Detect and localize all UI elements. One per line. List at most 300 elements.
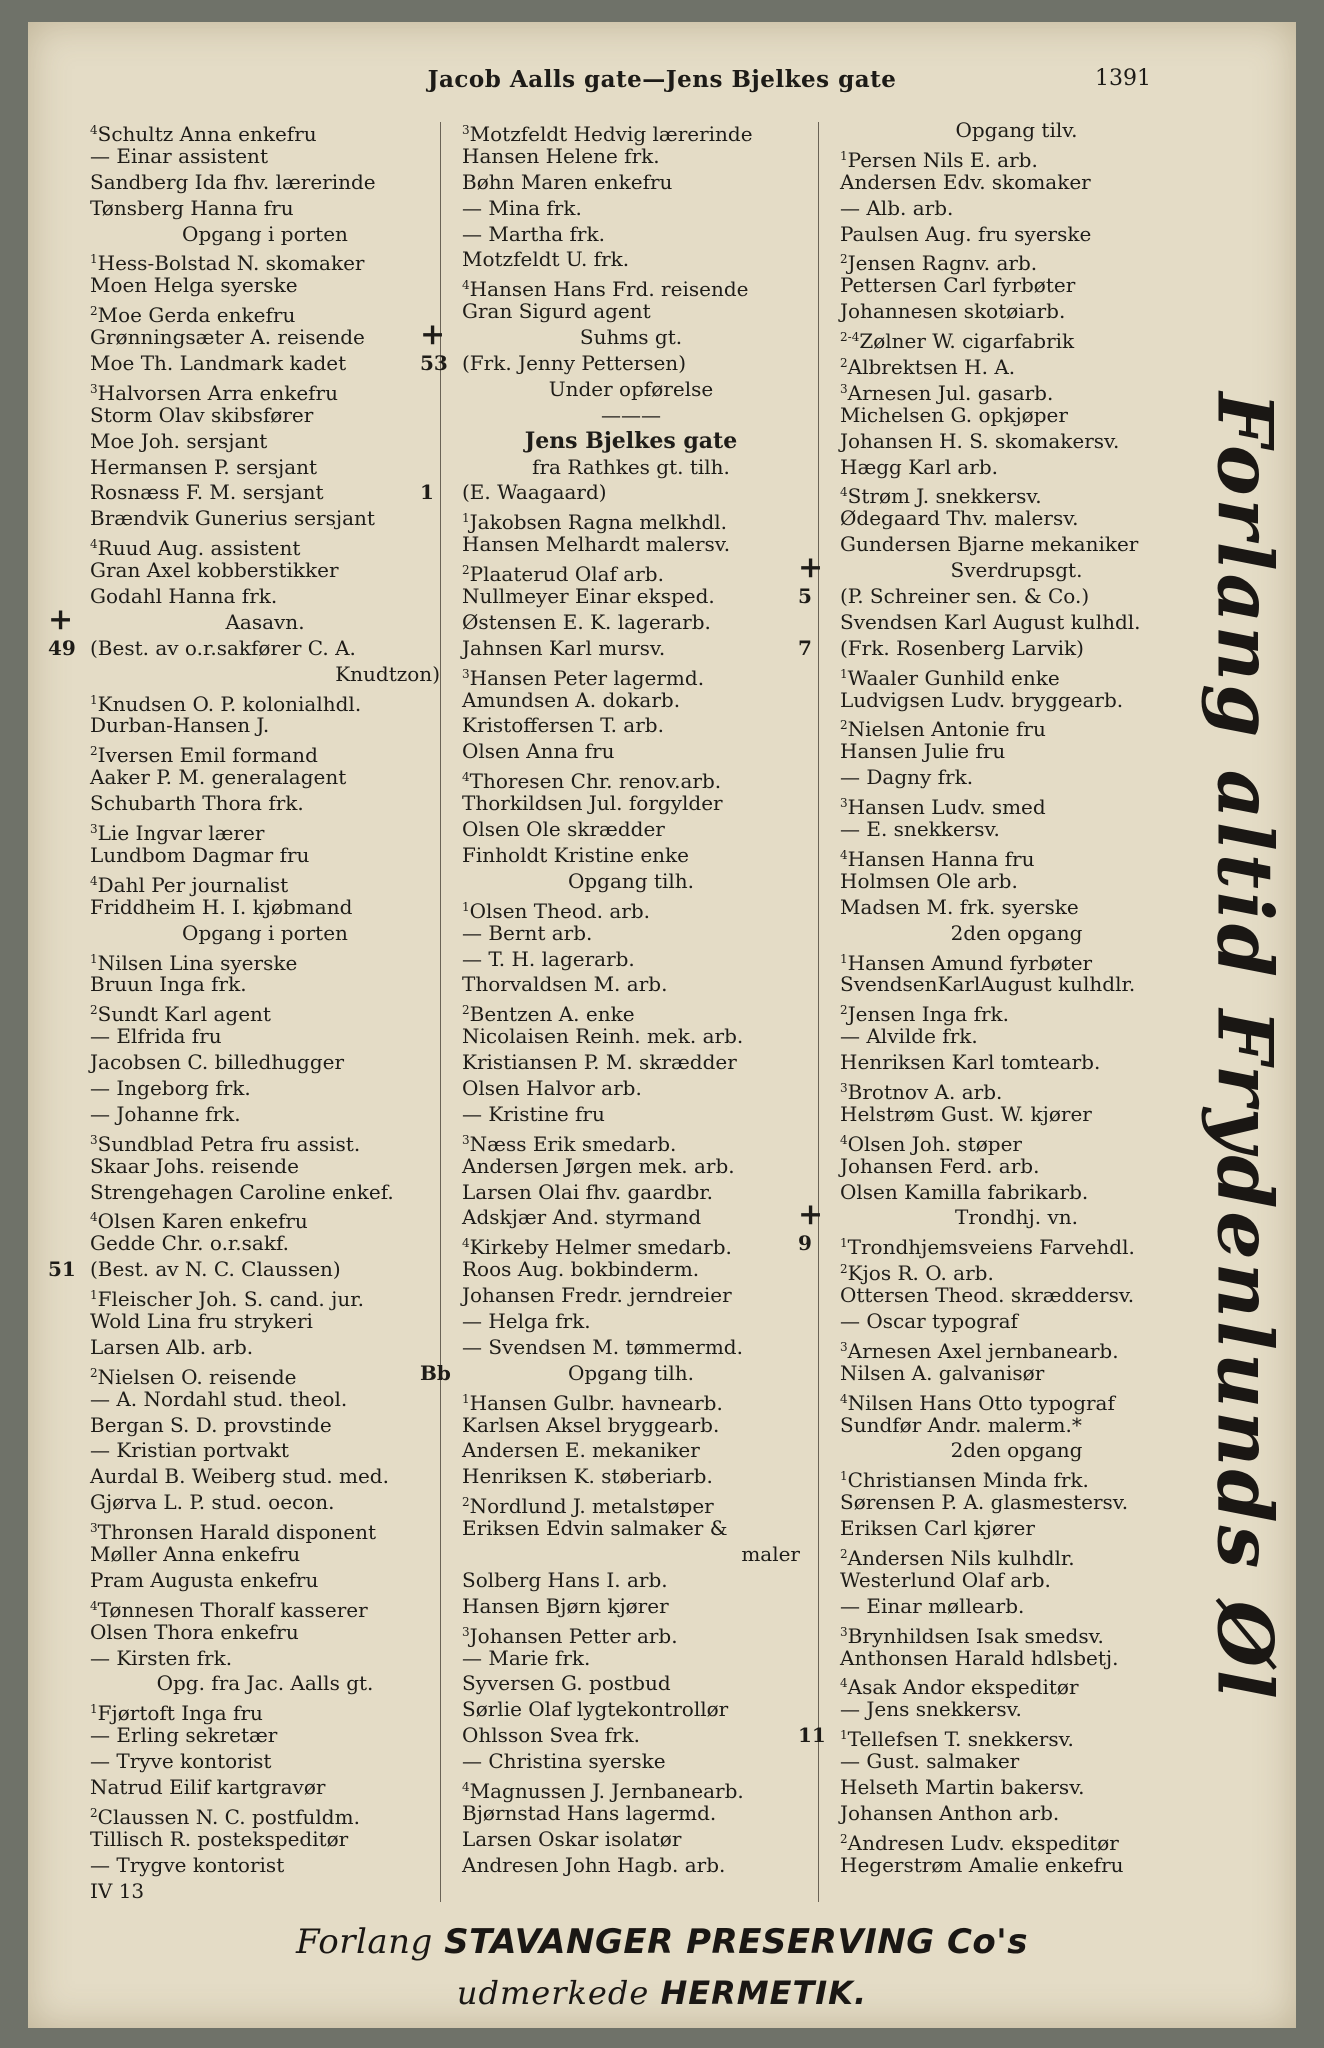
- directory-entry: [48, 972, 440, 998]
- directory-entry: [48, 791, 440, 817]
- directory-entry: [48, 998, 440, 1027]
- entry-name: — Helga frk.: [462, 1308, 591, 1333]
- entry-text: [462, 299, 651, 325]
- entry-text: [462, 351, 686, 377]
- entry-name: Rosnæss F. M. sersjant: [90, 480, 324, 505]
- entry-name: 2den opgang: [950, 920, 1083, 945]
- entry-name: Johansen Ferd. arb.: [840, 1153, 1040, 1178]
- directory-entry: [420, 1620, 800, 1646]
- directory-entry: [48, 1205, 440, 1234]
- entry-name: Sørlie Olaf lygtekontrollør: [462, 1697, 729, 1722]
- entry-text: [462, 791, 723, 817]
- entry-name: Hansen Hans Frd. reisende: [469, 277, 749, 302]
- floor-number: 4: [90, 123, 98, 137]
- directory-entry: [48, 1387, 440, 1413]
- entry-name: Opgang tilh.: [567, 868, 695, 893]
- entry-name: Sandberg Ida fhv. lærerinde: [90, 169, 376, 194]
- entry-name: Kristoffersen T. arb.: [462, 713, 664, 738]
- directory-entry: [798, 1335, 1193, 1361]
- entry-name: Andersen E. mekaniker: [462, 1438, 700, 1463]
- entry-name: Iversen Emil formand: [97, 743, 318, 768]
- entry-name: Olsen Kamilla fabrikarb.: [840, 1179, 1089, 1204]
- directory-entry: [48, 1749, 440, 1775]
- floor-number: 1: [840, 1469, 848, 1484]
- entry-text: [462, 144, 660, 170]
- entry-text: [90, 1464, 389, 1490]
- floor-number: 1: [840, 1236, 848, 1251]
- directory-entry: [420, 317, 800, 353]
- cross-street-marker: +: [420, 317, 446, 353]
- floor-number: 1: [90, 1288, 98, 1303]
- house-number: 11: [798, 1723, 826, 1748]
- entry-name: Halvorsen Arra enkefru: [97, 380, 339, 405]
- floor-number: 3: [840, 796, 848, 811]
- directory-entry: [420, 1775, 800, 1801]
- entry-text: [462, 739, 614, 765]
- entry-text: [840, 584, 1089, 610]
- entry-name: Storm Olav skibsfører: [90, 402, 314, 427]
- directory-entry: [798, 403, 1193, 429]
- directory-entry: [420, 1231, 800, 1260]
- directory-entry: [798, 972, 1193, 998]
- floor-number: 1: [462, 899, 470, 914]
- entry-name: Jahnsen Karl mursv.: [462, 635, 666, 660]
- directory-entry: [798, 817, 1193, 843]
- house-number: 5: [798, 584, 812, 609]
- floor-number: 2: [840, 1546, 848, 1561]
- entry-text: [90, 972, 247, 998]
- entry-name: Johansen Petter arb.: [469, 1623, 678, 1648]
- directory-entry: [420, 947, 800, 973]
- directory-entry: [48, 429, 440, 455]
- directory-entry: [798, 765, 1193, 791]
- directory-entry: [798, 1387, 1193, 1413]
- entry-name: Kjos R. O. arb.: [847, 1261, 994, 1286]
- entry-name: Gjørva L. P. stud. oecon.: [90, 1490, 335, 1515]
- entry-name: Bruun Inga frk.: [90, 972, 247, 997]
- directory-entry: [798, 610, 1193, 636]
- directory-entry: [48, 1257, 440, 1283]
- entry-name: Dahl Per journalist: [97, 872, 289, 897]
- directory-entry: [798, 377, 1193, 403]
- entry-name: Møller Anna enkefru: [90, 1541, 301, 1566]
- entry-text: [840, 532, 1138, 558]
- entry-text: [840, 972, 1135, 998]
- directory-entry: [420, 1464, 800, 1490]
- entry-name: Adskjær And. styrmand: [462, 1205, 702, 1230]
- entry-text: [90, 1879, 144, 1905]
- directory-entry: [48, 1620, 440, 1646]
- entry-text: [840, 1516, 1035, 1542]
- directory-entry: [420, 558, 800, 587]
- directory-entry: [420, 1516, 800, 1542]
- entry-name: Olsen Joh. støper: [847, 1131, 1022, 1156]
- entry-name: Gundersen Bjarne mekaniker: [840, 532, 1139, 557]
- entry-text: [90, 506, 375, 532]
- directory-entry: [798, 1076, 1193, 1102]
- floor-number: 2: [90, 1003, 98, 1018]
- house-number: 51: [48, 1257, 76, 1282]
- directory-entry: [420, 739, 800, 765]
- entry-text: [90, 610, 440, 636]
- directory-entry: [798, 273, 1193, 299]
- entry-name: Olsen Halvor arb.: [462, 1075, 642, 1100]
- directory-entry: [48, 222, 440, 248]
- entry-name: Zølner W. cigarfabrik: [859, 329, 1075, 354]
- entry-name: SvendsenKarlAugust kulhdlr.: [840, 972, 1136, 997]
- directory-entry: [798, 636, 1193, 662]
- directory-entry: [48, 170, 440, 196]
- entry-text: [90, 1749, 271, 1775]
- entry-name: Fjørtoft Inga fru: [97, 1701, 263, 1726]
- directory-entry: [420, 1335, 800, 1361]
- entry-text: [840, 1205, 1193, 1231]
- entry-name: — Elfrida fru: [90, 1024, 222, 1049]
- entry-text: [90, 429, 267, 455]
- entry-text: [462, 1438, 700, 1464]
- entry-text: [840, 170, 1091, 196]
- directory-entry: [420, 688, 800, 714]
- entry-name: Olsen Theod. arb.: [469, 898, 651, 923]
- entry-text: [462, 1283, 732, 1309]
- directory-entry: [420, 1438, 800, 1464]
- directory-entry: [420, 1568, 800, 1594]
- directory-entry: [48, 273, 440, 299]
- floor-number: 2: [90, 1805, 98, 1820]
- entry-text: [462, 1516, 728, 1542]
- directory-entry: [420, 1050, 800, 1076]
- entry-name: Anthonsen Harald hdlsbetj.: [840, 1645, 1119, 1670]
- directory-entry: [48, 1775, 440, 1801]
- entry-text: [90, 713, 269, 739]
- entry-name: Tillisch R. posteksped​itør: [90, 1826, 349, 1851]
- entry-text: [840, 1283, 1134, 1309]
- entry-name: Trondhj. vn.: [955, 1205, 1078, 1230]
- directory-entry: [48, 1154, 440, 1180]
- entry-name: Østensen E. K. lagerarb.: [462, 609, 711, 634]
- floor-number: 2-4: [840, 330, 860, 345]
- directory-entry: [48, 1853, 440, 1879]
- directory-entry: [48, 1438, 440, 1464]
- floor-number: 1: [90, 951, 98, 966]
- floor-number: 4: [462, 770, 470, 785]
- directory-entry: [48, 739, 440, 768]
- directory-entry: [798, 1671, 1193, 1700]
- floor-number: 3: [840, 1080, 848, 1095]
- floor-number: 3: [840, 1624, 848, 1639]
- directory-entry: [48, 1335, 440, 1361]
- floor-number: 1: [840, 148, 848, 163]
- directory-entry: [48, 713, 440, 739]
- directory-entry: [420, 1723, 800, 1749]
- entry-name: — Jens snekkersv.: [840, 1697, 1022, 1722]
- entry-name: Hansen Bjørn kjører: [462, 1593, 669, 1618]
- entry-text: [840, 869, 1018, 895]
- column-3: [798, 118, 1193, 1879]
- entry-name: (P. Schreiner sen. & Co.): [840, 584, 1090, 609]
- entry-text: [90, 1413, 332, 1439]
- page-number: 1391: [1095, 66, 1151, 91]
- entry-text: [462, 972, 667, 998]
- entry-text: [840, 403, 1068, 429]
- entry-name: Olsen Ole skrædder: [462, 817, 665, 842]
- entry-name: Westerlund Olaf arb.: [840, 1567, 1051, 1592]
- entry-name: Thoresen Chr. renov.arb.: [469, 769, 722, 794]
- entry-name: (Best. av o.r.sakfører C. A.: [90, 635, 356, 660]
- directory-entry: [798, 1464, 1193, 1493]
- entry-name: Brotnov A. arb.: [847, 1079, 1003, 1104]
- entry-name: Tønnesen Thoralf kasserer: [97, 1597, 368, 1622]
- floor-number: 3: [462, 123, 470, 137]
- entry-name: — Christina syerske: [462, 1749, 666, 1774]
- entry-text: [840, 222, 1091, 248]
- directory-entry: [420, 921, 800, 947]
- entry-text: [462, 480, 607, 506]
- entry-name: — Kristian portvakt: [90, 1438, 289, 1463]
- directory-entry: [48, 1516, 440, 1545]
- directory-entry: [48, 144, 440, 170]
- directory-entry: [48, 1464, 440, 1490]
- entry-text: [840, 1697, 1022, 1723]
- directory-entry: [420, 377, 800, 403]
- directory-entry: [798, 1620, 1193, 1646]
- directory-entry: [48, 1102, 440, 1128]
- entry-text: [462, 1205, 701, 1231]
- entry-name: Grønningsæter A. reisende: [90, 325, 365, 350]
- entry-name: Opgang tilh.: [567, 1360, 695, 1385]
- entry-name: Bentzen A. enke: [469, 1002, 635, 1027]
- entry-text: [462, 1257, 699, 1283]
- entry-name: — Alvilde frk.: [840, 1024, 978, 1049]
- entry-name: Kristiansen P. M. skrædder: [462, 1050, 737, 1075]
- floor-number: 4: [90, 1210, 98, 1225]
- entry-name: Thorvaldsen M. arb.: [462, 972, 668, 997]
- entry-name: Larsen Alb. arb.: [90, 1334, 254, 1359]
- entry-name: Pram Augusta enkefru: [90, 1567, 319, 1592]
- entry-name: (Frk. Rosenberg Larvik): [840, 635, 1084, 660]
- directory-entry: [798, 351, 1193, 380]
- entry-name: 2den opgang: [950, 1438, 1083, 1463]
- entry-name: Olsen Anna fru: [462, 739, 615, 764]
- entry-text: [90, 791, 304, 817]
- entry-name: — Ingeborg frk.: [90, 1075, 251, 1100]
- entry-text: [90, 1076, 251, 1102]
- entry-name: Strøm J. snekkersv.: [847, 484, 1042, 509]
- directory-entry: [420, 1697, 800, 1723]
- entry-text: [462, 584, 715, 610]
- directory-entry: [798, 1853, 1193, 1879]
- directory-entry: [798, 170, 1193, 196]
- directory-entry: [420, 1646, 800, 1672]
- entry-name: Hansen Gulbr. havnearb.: [469, 1390, 723, 1415]
- directory-entry: [48, 351, 440, 377]
- directory-entry: [798, 506, 1193, 532]
- entry-text: [90, 584, 277, 610]
- entry-name: Christiansen Minda frk.: [847, 1468, 1089, 1493]
- directory-entry: [798, 1128, 1193, 1154]
- directory-entry: [48, 688, 440, 714]
- entry-text: [90, 170, 376, 196]
- directory-entry: [420, 118, 800, 144]
- floor-number: 1: [90, 252, 98, 267]
- entry-text: [462, 196, 582, 222]
- entry-name: Bergan S. D. provstinde: [90, 1412, 332, 1437]
- house-number: 1: [420, 480, 434, 505]
- entry-text: [90, 1853, 284, 1879]
- directory-entry: [798, 1827, 1193, 1853]
- entry-text: [462, 1568, 668, 1594]
- entry-text: [840, 1594, 1024, 1620]
- floor-number: 1: [840, 666, 848, 681]
- entry-text: [840, 1749, 1019, 1775]
- directory-entry: [48, 1361, 440, 1387]
- entry-text: [462, 1801, 716, 1827]
- entry-name: — Einar møllearb.: [840, 1593, 1025, 1618]
- entry-text: [462, 377, 800, 403]
- floor-number: 4: [90, 537, 98, 552]
- entry-name: Solberg Hans I. arb.: [462, 1567, 668, 1592]
- floor-number: 3: [462, 1624, 470, 1639]
- entry-text: [90, 1050, 344, 1076]
- entry-name: Trondhjemsveiens Farvehdl.: [847, 1235, 1135, 1260]
- entry-text: [840, 273, 1075, 299]
- entry-name: Lie Ingvar lærer: [97, 821, 265, 846]
- entry-name: Hansen Julie fru: [840, 739, 1006, 764]
- footer-ad-pre-1: Forlang: [296, 1922, 445, 1962]
- entry-text: [462, 325, 800, 351]
- entry-name: Hegerstrøm Amalie enkefru: [840, 1852, 1124, 1877]
- entry-name: — Bernt arb.: [462, 920, 593, 945]
- entry-text: [90, 1154, 299, 1180]
- directory-entry: [420, 299, 800, 325]
- directory-entry: [420, 170, 800, 196]
- entry-name: Helseth Martin bakersv.: [840, 1775, 1085, 1799]
- entry-text: [462, 1413, 719, 1439]
- directory-entry: [48, 1723, 440, 1749]
- entry-name: Hess-Bolstad N. skomaker: [97, 251, 365, 276]
- directory-entry: [48, 1180, 440, 1206]
- entry-name: IV 13: [90, 1878, 145, 1903]
- house-number: 7: [798, 635, 812, 660]
- directory-entry: [48, 403, 440, 429]
- entry-text: [840, 455, 998, 481]
- directory-entry: [798, 739, 1193, 765]
- entry-text: [840, 196, 953, 222]
- directory-entry: [798, 1568, 1193, 1594]
- entry-text: [90, 1024, 222, 1050]
- entry-name: Andresen Ludv. ekspeditør: [847, 1830, 1119, 1855]
- directory-entry: [48, 1594, 440, 1620]
- directory-entry: [48, 601, 440, 637]
- directory-entry: [420, 1413, 800, 1439]
- directory-entry: [420, 455, 800, 481]
- entry-name: Bjørnstad Hans lagermd.: [462, 1800, 717, 1825]
- entry-name: Moe Gerda enkefru: [97, 303, 296, 328]
- directory-entry: [798, 791, 1193, 820]
- footer-ad-main-2: HERMETIK.: [660, 1974, 868, 2012]
- directory-entry: [48, 1024, 440, 1050]
- directory-entry: [420, 636, 800, 662]
- directory-entry: [48, 895, 440, 921]
- directory-entry: [798, 1283, 1193, 1309]
- entry-text: [840, 1154, 1039, 1180]
- entry-text: [90, 1775, 325, 1801]
- entry-name: Hansen Amund fyrbøter: [847, 950, 1093, 975]
- directory-entry: [420, 1387, 800, 1413]
- entry-name: Arnesen Axel jernbanearb.: [847, 1338, 1119, 1363]
- house-number: 53: [420, 351, 448, 376]
- entry-name: — Martha frk.: [462, 221, 605, 246]
- entry-name: Brynhildsen Isak smedsv.: [847, 1623, 1104, 1648]
- directory-entry: [48, 299, 440, 328]
- entry-name: Michelsen G. opkjøper: [840, 402, 1068, 427]
- floor-number: 2: [840, 356, 848, 371]
- entry-text: [462, 1180, 713, 1206]
- floor-number: 3: [90, 381, 98, 396]
- entry-text: [462, 1024, 743, 1050]
- entry-name: Bøhn Maren enkefru: [462, 169, 673, 194]
- entry-name: Gedde Chr. o.r.sakf.: [90, 1231, 289, 1256]
- entry-name: Gran Axel kobberstikker: [90, 558, 339, 583]
- entry-text: [90, 273, 298, 299]
- entry-text: [90, 1102, 241, 1128]
- directory-entry: [420, 1180, 800, 1206]
- directory-entry: [48, 1413, 440, 1439]
- directory-entry: [798, 843, 1193, 869]
- entry-text: [840, 1568, 1051, 1594]
- directory-entry: [420, 1827, 800, 1853]
- entry-name: Amundsen A. dokarb.: [462, 687, 681, 712]
- directory-entry: [48, 325, 440, 351]
- directory-entry: [48, 1646, 440, 1672]
- directory-entry: [798, 222, 1193, 248]
- entry-text: [840, 299, 1065, 325]
- entry-text: [840, 1801, 1059, 1827]
- directory-entry: [48, 455, 440, 481]
- entry-text: [840, 558, 1193, 584]
- directory-entry: [798, 455, 1193, 481]
- entry-name: Ødegaard Thv. malersv.: [840, 506, 1079, 531]
- floor-number: 2: [462, 563, 470, 578]
- floor-number: 2: [462, 1003, 470, 1018]
- floor-number: 3: [90, 822, 98, 837]
- entry-text: [462, 1723, 640, 1749]
- entry-text: [462, 1154, 735, 1180]
- entry-name: Ruud Aug. assistent: [97, 536, 301, 561]
- directory-entry: [798, 144, 1193, 170]
- entry-name: Sundfør Andr. malerm.*: [840, 1412, 1082, 1437]
- directory-entry: [798, 1154, 1193, 1180]
- directory-entry: [798, 325, 1193, 354]
- entry-text: [840, 921, 1193, 947]
- directory-entry: [798, 998, 1193, 1027]
- directory-entry: [420, 765, 800, 794]
- entry-name: Larsen Oskar isolatør: [462, 1826, 682, 1851]
- cross-street-marker: +: [48, 601, 74, 637]
- entry-text: [90, 1723, 277, 1749]
- entry-name: Wold Lina fru strykeri: [90, 1308, 313, 1333]
- entry-name: Schultz Anna enkefru: [97, 122, 317, 146]
- entry-name: Johansen H. S. skomakersv.: [840, 428, 1120, 453]
- entry-name: — Kirsten frk.: [90, 1645, 233, 1670]
- directory-entry: [48, 532, 440, 561]
- directory-entry: [420, 1205, 800, 1231]
- entry-name: Nilsen Hans Otto typograf: [847, 1390, 1115, 1415]
- entry-name: Nilsen Lina syerske: [97, 950, 298, 975]
- entry-text: [462, 688, 680, 714]
- entry-text: [90, 1257, 341, 1283]
- entry-name: Motzfeldt Hedvig lærerinde: [469, 122, 753, 146]
